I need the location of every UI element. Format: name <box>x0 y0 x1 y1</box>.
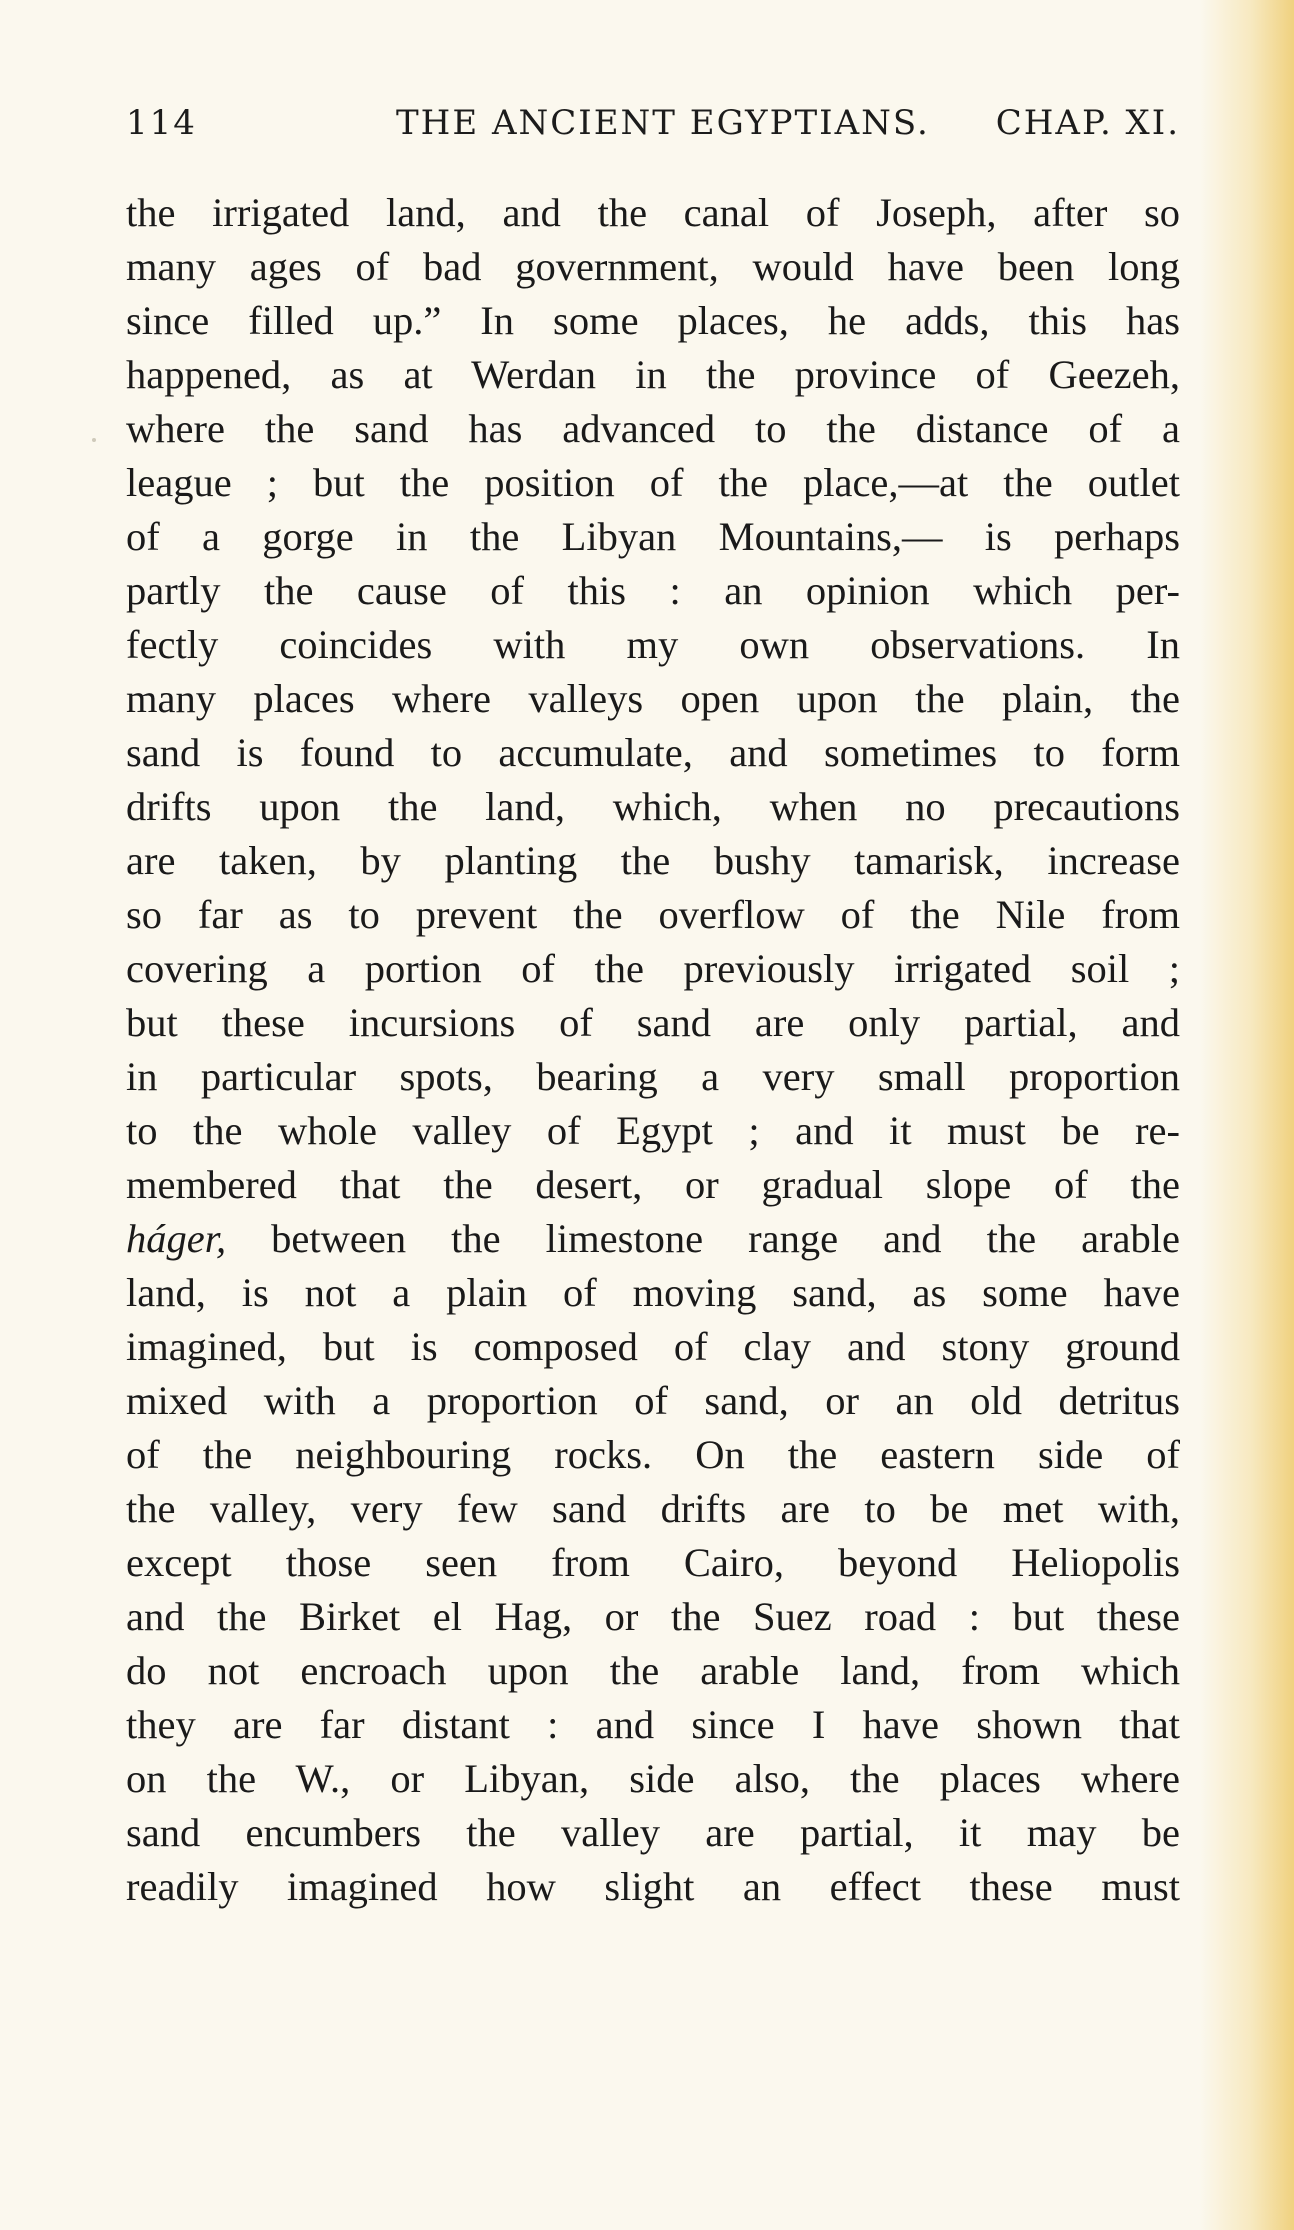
text-line: league ; but the position of the place,—at the outlet <box>126 460 1180 505</box>
text-line: they are far distant : and since I have shown that <box>126 1702 1180 1747</box>
text-line: except those seen from Cairo, beyond Heliopolis <box>126 1540 1180 1585</box>
text-line: many ages of bad government, would have been long <box>126 244 1180 289</box>
text-line: since filled up.” In some places, he adds, this has <box>126 298 1180 343</box>
text-line: membered that the desert, or gradual slope of the <box>126 1162 1180 1207</box>
text-line: to the whole valley of Egypt ; and it must be re- <box>126 1108 1180 1153</box>
text-line: sand is found to accumulate, and sometimes to form <box>126 730 1180 775</box>
text-line-with-italic <box>126 1212 1180 1266</box>
text-line: readily imagined how slight an effect these must <box>126 1864 1180 1909</box>
text-line: fectly coincides with my own observations. In <box>126 622 1180 667</box>
italic-term: háger, <box>126 1216 227 1261</box>
text-line: mixed with a proportion of sand, or an old detritus <box>126 1378 1180 1423</box>
margin-speck <box>92 438 96 442</box>
text-line: and the Birket el Hag, or the Suez road : but these <box>126 1594 1180 1639</box>
text-line: on the W., or Libyan, side also, the places where <box>126 1756 1180 1801</box>
text-line: in particular spots, bearing a very small proportion <box>126 1054 1180 1099</box>
body-text <box>126 186 1180 1914</box>
text-line: where the sand has advanced to the distance of a <box>126 406 1180 451</box>
text-line: are taken, by planting the bushy tamarisk, increase <box>126 838 1180 883</box>
text-line-rest: between the limestone range and the arable <box>226 1216 1180 1261</box>
running-title: THE ANCIENT EGYPTIANS. <box>396 103 930 143</box>
running-header <box>126 98 1180 148</box>
text-line: the valley, very few sand drifts are to be met with, <box>126 1486 1180 1531</box>
text-line: of a gorge in the Libyan Mountains,— is perhaps <box>126 514 1180 559</box>
text-line: sand encumbers the valley are partial, it may be <box>126 1810 1180 1855</box>
chapter-reference: CHAP. XI. <box>995 103 1180 143</box>
text-line: covering a portion of the previously irrigated soil ; <box>126 946 1180 991</box>
text-line: land, is not a plain of moving sand, as some have <box>126 1270 1180 1315</box>
text-line: happened, as at Werdan in the province of Geezeh, <box>126 352 1180 397</box>
text-line: drifts upon the land, which, when no precautions <box>126 784 1180 829</box>
text-line: partly the cause of this : an opinion which per- <box>126 568 1180 613</box>
text-line: the irrigated land, and the canal of Joseph, after so <box>126 190 1180 235</box>
text-line: so far as to prevent the overflow of the Nile from <box>126 892 1180 937</box>
text-line: do not encroach upon the arable land, from which <box>126 1648 1180 1693</box>
text-line: of the neighbouring rocks. On the eastern side of <box>126 1432 1180 1477</box>
page-number: 114 <box>126 103 197 143</box>
text-line: but these incursions of sand are only partial, and <box>126 1000 1180 1045</box>
text-line: many places where valleys open upon the plain, the <box>126 676 1180 721</box>
text-line: imagined, but is composed of clay and stony ground <box>126 1324 1180 1369</box>
